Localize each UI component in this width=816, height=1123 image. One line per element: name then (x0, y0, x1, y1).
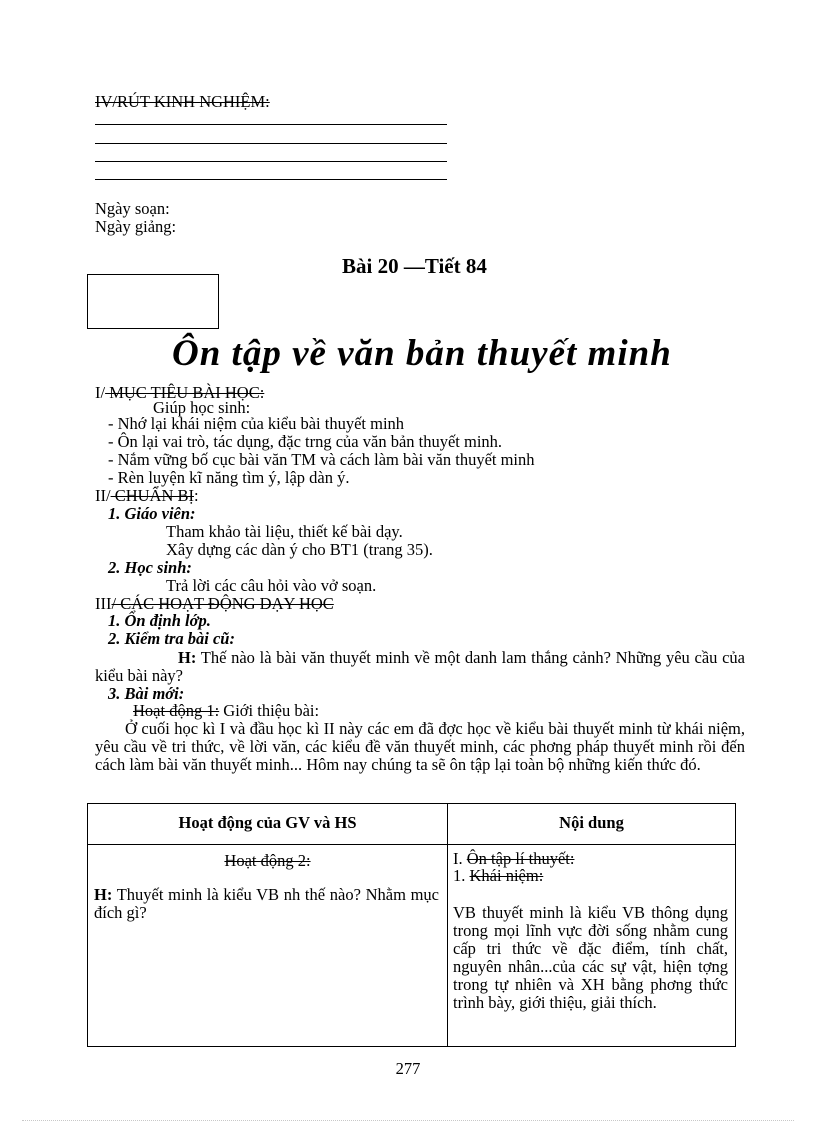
step-3: 3. Bài mới: (108, 684, 185, 703)
student-label: 2. Học sinh: (108, 558, 192, 577)
column-divider (447, 804, 448, 1046)
lesson-code: Bài 20 —Tiết 84 (342, 254, 487, 278)
objective-item: - Nắm vững bố cục bài văn TM và cách làm bài văn thuyết minh (108, 450, 535, 469)
activity-table (87, 803, 736, 1047)
theory-prefix: I. (453, 849, 467, 868)
definition-text: VB thuyết minh là kiểu VB thông dụng trong mọi lĩnh vực đời sống nhằm cung cấp tri thức về đặc điểm, tính chất, nguyên nhân...của các sự vật, hiện tợng trong tự nhiên và XH bằng phơng thức trình bày, giới thiệu, giải thích. (453, 903, 728, 1012)
section-1-intro: Giúp học sinh: (153, 398, 251, 417)
ngay-giang-label: Ngày giảng: (95, 217, 177, 236)
activity-1-text: Giới thiệu bài: (219, 701, 320, 720)
section-3-title: / CÁC HOẠT ĐỘNG DẠY HỌC (111, 594, 334, 613)
teacher-label: 1. Giáo viên: (108, 504, 196, 523)
answer-line (95, 143, 447, 144)
section-2-title: CHUẨN BỊ (110, 486, 194, 505)
concept-item (453, 867, 543, 885)
question-label: H: (178, 648, 197, 667)
table-question (94, 886, 439, 922)
question-text: Thế nào là bài văn thuyết minh về một danh lam thắng cảnh? Những yêu cầu của kiểu bài này? (95, 648, 745, 685)
concept-label: Khái niệm: (469, 866, 544, 885)
table-question-label: H: (94, 885, 113, 904)
section-iv-heading: IV/RÚT KINH NGHIỆM: (95, 92, 270, 111)
step-2: 2. Kiểm tra bài cũ: (108, 629, 235, 648)
header-divider (88, 844, 735, 845)
answer-line (95, 124, 447, 125)
step-1: 1. Ổn định lớp. (108, 611, 211, 630)
lesson-title: Ôn tập về văn bản thuyết minh (172, 333, 672, 374)
intro-paragraph: Ở cuối học kì I và đầu học kì II này các em đã đợc học về kiểu bài thuyết minh từ khái niệm, yêu cầu về tri thức, về lời văn, các kiểu đề văn thuyết minh, các phơng pháp thuyết minh rồi đến cách làm bài văn thuyết minh... Hôm nay chúng ta sẽ ôn tập lại toàn bộ những kiến thức đó. (95, 719, 745, 774)
page-bottom-border (22, 1120, 794, 1121)
section-1-title: MỤC TIÊU BÀI HỌC: (105, 383, 265, 402)
section-2-heading (95, 487, 199, 505)
header-gv-hs: Hoạt động của GV và HS (178, 813, 357, 832)
teacher-item: Xây dựng các dàn ý cho BT1 (trang 35). (166, 540, 433, 559)
review-question (95, 649, 745, 685)
table-question-text: Thuyết minh là kiểu VB nh thế nào? Nhằm mục đích gì? (94, 885, 439, 922)
section-1-prefix: I/ (95, 383, 106, 402)
objective-item: - Nhớ lại khái niệm của kiểu bài thuyết minh (108, 414, 405, 433)
theory-label: Ôn tập lí thuyết: (466, 849, 575, 868)
answer-line (95, 179, 447, 180)
section-2-suffix: : (194, 486, 199, 505)
student-item: Trả lời các câu hỏi vào vở soạn. (166, 576, 377, 595)
answer-line (95, 161, 447, 162)
section-3-prefix: III (95, 594, 112, 613)
header-noi-dung: Nội dung (559, 813, 624, 832)
objective-item: - Rèn luyện kĩ năng tìm ý, lập dàn ý. (108, 468, 350, 487)
activity-1 (133, 702, 319, 720)
teacher-item: Tham khảo tài liệu, thiết kế bài dạy. (166, 522, 403, 541)
objective-item: - Ôn lại vai trò, tác dụng, đặc trng của văn bản thuyết minh. (108, 432, 503, 451)
section-2-prefix: II/ (95, 486, 111, 505)
activity-1-label: Hoạt động 1: (133, 701, 220, 720)
empty-box (87, 274, 219, 329)
ngay-soan-label: Ngày soạn: (95, 199, 170, 218)
page-number: 277 (395, 1059, 421, 1078)
concept-prefix: 1. (453, 866, 470, 885)
activity-2-label: Hoạt động 2: (224, 851, 311, 870)
